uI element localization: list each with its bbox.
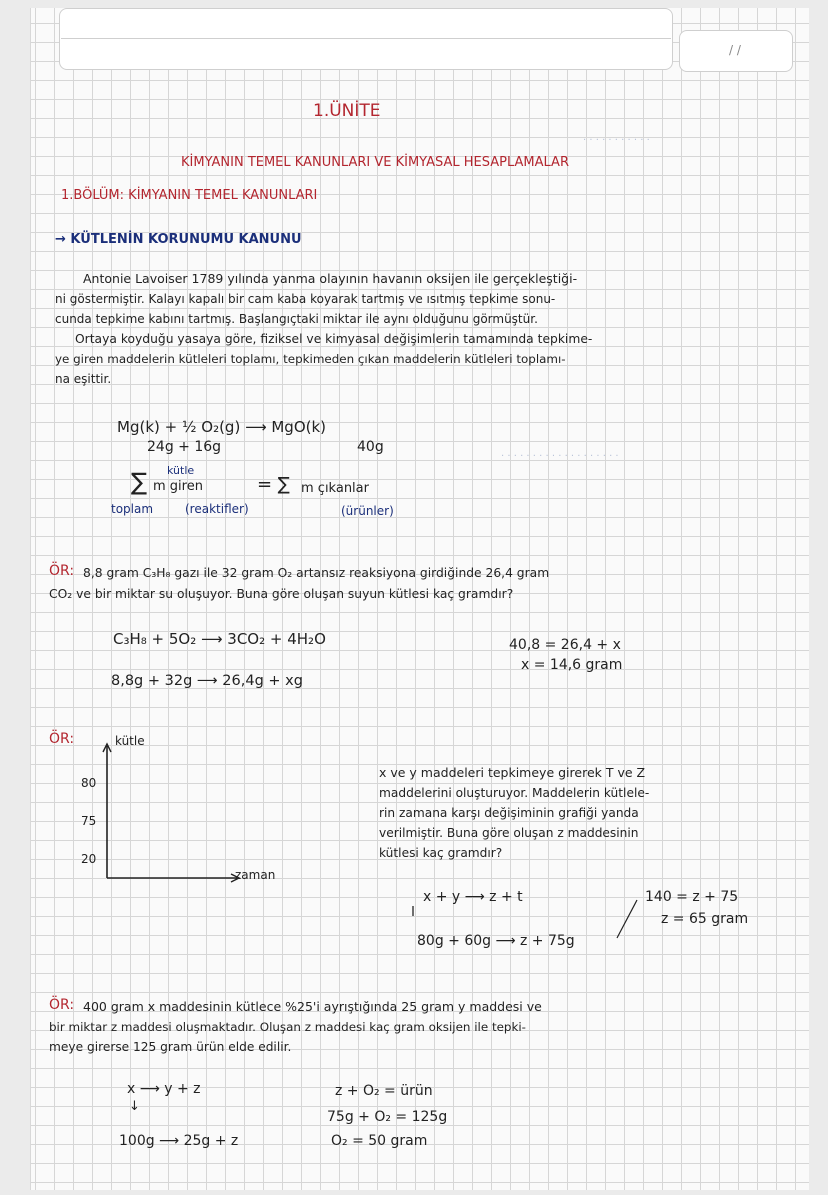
q1-label: ÖR:	[49, 563, 75, 579]
cikan-label: m çıkanlar	[301, 481, 369, 496]
q1-calc-1: 40,8 = 26,4 + x	[509, 637, 621, 653]
q3-text-line-3: meye girerse 125 gram ürün elde edilir.	[49, 1040, 292, 1054]
q2-text-line-2: maddelerini oluşturuyor. Maddelerin kütlele-	[379, 786, 650, 800]
q1-masses: 8,8g + 32g ⟶ 26,4g + xg	[111, 673, 303, 689]
section-title: 1.BÖLÜM: KİMYANIN TEMEL KANUNLARI	[61, 188, 318, 203]
reaktif-label: (reaktifler)	[185, 502, 249, 516]
graph-ytick-75: 75	[81, 814, 97, 828]
q2-eq-2: 80g + 60g ⟶ z + 75g	[417, 933, 575, 949]
q2-calc-1: 140 = z + 75	[645, 889, 739, 905]
q2-eq-1: x + y ⟶ z + t	[423, 889, 523, 905]
giren-label: m giren	[153, 479, 203, 494]
paragraph-line-6: na eşittir.	[55, 372, 112, 386]
q2-text-line-3: rin zamana karşı değişiminin grafiği yanda	[379, 806, 639, 820]
q2-label: ÖR:	[49, 731, 75, 747]
mg-masses-left: 24g + 16g	[147, 439, 222, 455]
law-heading: → KÜTLENİN KORUNUMU KANUNU	[55, 232, 302, 247]
mg-mass-right: 40g	[357, 439, 384, 455]
equals-sum: = ∑	[257, 474, 290, 495]
kutle-label: kütle	[167, 464, 195, 477]
q2-curve-arrow	[617, 900, 637, 938]
sum-sign-left: ∑	[131, 468, 148, 496]
header-date-placeholder: / /	[729, 43, 741, 57]
paragraph-line-3: cunda tepkime kabını tartmış. Başlangıçtaki miktar ile aynı olduğunu görmüştür.	[55, 312, 538, 326]
q2-calc-2: z = 65 gram	[661, 911, 749, 927]
q2-text-line-4: verilmiştir. Buna göre oluşan z maddesinin	[379, 826, 639, 840]
faded-bleed-text: · · · · · · · · · · ·	[583, 135, 650, 146]
graph-ytick-20: 20	[81, 852, 97, 866]
graph-xlabel: zaman	[235, 868, 276, 882]
bleed-scribble-1: · · · · · · · · · · · · · · · · · · ·	[501, 451, 619, 462]
q3-eq-2: 100g ⟶ 25g + z	[119, 1133, 239, 1149]
q3-calc-2: 75g + O₂ = 125g	[327, 1109, 448, 1125]
notebook-page	[30, 8, 809, 1190]
toplam-label: toplam	[111, 502, 154, 516]
unit-title: 1.ÜNİTE	[313, 101, 381, 121]
graph-ylabel: kütle	[115, 734, 145, 748]
subtitle: KİMYANIN TEMEL KANUNLARI VE KİMYASAL HESAPLAMALAR	[181, 155, 569, 170]
q3-text-line-1: 400 gram x maddesinin kütlece %25'i ayrıştığında 25 gram y maddesi ve	[83, 999, 542, 1014]
q3-label: ÖR:	[49, 997, 75, 1013]
q1-text-line-1: 8,8 gram C₃H₈ gazı ile 32 gram O₂ artansız reaksiyona girdiğinde 26,4 gram	[83, 566, 550, 580]
q3-calc-3: O₂ = 50 gram	[331, 1133, 428, 1149]
paragraph-line-2: ni göstermiştir. Kalayı kapalı bir cam kaba koyarak tartmış ve ısıtmış tepkime sonu-	[55, 292, 556, 306]
q1-calc-2: x = 14,6 gram	[521, 657, 623, 673]
q3-eq-1: x ⟶ y + z	[127, 1081, 201, 1097]
mg-reaction: Mg(k) + ½ O₂(g) ⟶ MgO(k)	[117, 418, 327, 436]
q2-text-line-5: kütlesi kaç gramdır?	[379, 846, 503, 860]
paragraph-line-4: Ortaya koyduğu yasaya göre, fiziksel ve kimyasal değişimlerin tamamında tepkime-	[75, 332, 593, 346]
q2-text-line-1: x ve y maddeleri tepkimeye girerek T ve Z	[379, 765, 646, 780]
q1-text-line-2: CO₂ ve bir miktar su oluşuyor. Buna göre oluşan suyun kütlesi kaç gramdır?	[49, 587, 514, 601]
q3-eq-arrow-down: ↓	[129, 1099, 140, 1114]
paragraph-line-5: ye giren maddelerin kütleleri toplamı, tepkimeden çıkan maddelerin kütleleri toplamı-	[55, 352, 566, 366]
paragraph-line-1: Antonie Lavoiser 1789 yılında yanma olayının havanın oksijen ile gerçekleştiği-	[83, 271, 578, 286]
q3-text-line-2: bir miktar z maddesi oluşmaktadır. Oluşan z maddesi kaç gram oksijen ile tepki-	[49, 1020, 526, 1034]
urun-label: (ürünler)	[341, 504, 394, 518]
graph-ytick-80: 80	[81, 776, 97, 790]
q1-reaction: C₃H₈ + 5O₂ ⟶ 3CO₂ + 4H₂O	[113, 630, 326, 648]
q3-calc-1: z + O₂ = ürün	[335, 1083, 433, 1099]
